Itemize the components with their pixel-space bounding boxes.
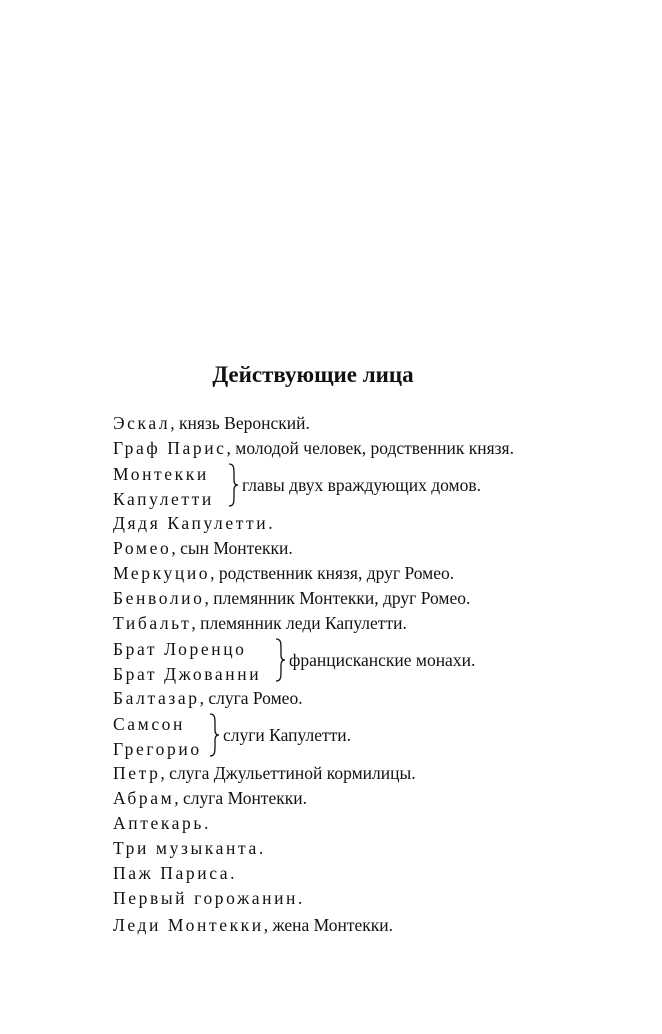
character-entry: [113, 537, 293, 559]
character-group: [113, 712, 202, 762]
page-title: Действующие лица: [212, 362, 414, 387]
character-name: Эскал: [113, 413, 171, 433]
character-name: Петр: [113, 763, 161, 783]
character-name: Ромео: [113, 538, 172, 558]
character-name: Меркуцио: [113, 563, 211, 583]
character-entry: [113, 862, 235, 884]
character-description: .: [298, 888, 303, 908]
character-entry: [113, 887, 302, 909]
character-entry: [113, 587, 470, 609]
character-entry: [113, 512, 273, 534]
character-name: Брат Лоренцо: [113, 639, 247, 659]
character-description: , племянник леди Капулетти.: [191, 613, 407, 633]
character-name: Тибальт: [113, 613, 192, 633]
character-name: Дядя Капулетти: [113, 513, 269, 533]
character-description: францисканские монахи.: [289, 650, 476, 670]
character-group: [113, 637, 261, 687]
character-entry: [113, 687, 303, 709]
group-brace: [207, 712, 407, 760]
character-description: .: [268, 513, 273, 533]
character-name: Первый горожанин: [113, 888, 299, 908]
character-name: Грегорио: [113, 739, 202, 759]
character-description: .: [230, 863, 235, 883]
character-description: главы двух враждующих домов.: [242, 475, 481, 495]
character-entry: [113, 914, 393, 936]
character-entry: [113, 837, 263, 859]
character-entry: [113, 562, 454, 584]
character-name: Монтекки: [113, 464, 209, 484]
character-description: , племянник Монтекки, друг Ромео.: [204, 588, 471, 608]
curly-brace-icon: [226, 462, 240, 508]
character-description: слуги Капулетти.: [223, 725, 352, 745]
character-name: Абрам: [113, 788, 175, 808]
character-name: Бенволио: [113, 588, 205, 608]
curly-brace-icon: [273, 637, 287, 683]
character-name: Аптекарь: [113, 813, 204, 833]
character-group: [113, 462, 214, 512]
character-name: Паж Париса: [113, 863, 231, 883]
character-entry: [113, 812, 208, 834]
character-entry: [113, 437, 514, 459]
character-name: Капулетти: [113, 489, 214, 509]
character-entry: [113, 612, 407, 634]
character-name: Граф Парис: [113, 438, 227, 458]
character-name: Брат Джованни: [113, 664, 262, 684]
character-entry: [113, 787, 307, 809]
curly-brace-icon: [207, 712, 221, 758]
character-description: , слуга Монтекки.: [174, 788, 307, 808]
character-name: Леди Монтекки: [113, 915, 264, 935]
character-description: , сын Монтекки.: [171, 538, 293, 558]
character-description: , слуга Ромео.: [199, 688, 303, 708]
character-description: .: [258, 838, 264, 858]
group-brace: [226, 462, 546, 510]
character-name: Балтазар: [113, 688, 200, 708]
character-name: Три музыканта: [113, 838, 259, 858]
character-description: .: [203, 813, 209, 833]
character-description: , жена Монтекки.: [263, 915, 394, 935]
character-entry: [113, 762, 416, 784]
character-description: , молодой человек, родственник князя.: [226, 438, 514, 458]
character-name: Самсон: [113, 714, 185, 734]
character-description: , слуга Джульеттиной кормилицы.: [160, 763, 416, 783]
character-entry: [113, 412, 310, 434]
character-description: , родственник князя, друг Ромео.: [210, 563, 455, 583]
group-brace: [273, 637, 533, 685]
character-description: , князь Веронский.: [170, 413, 310, 433]
